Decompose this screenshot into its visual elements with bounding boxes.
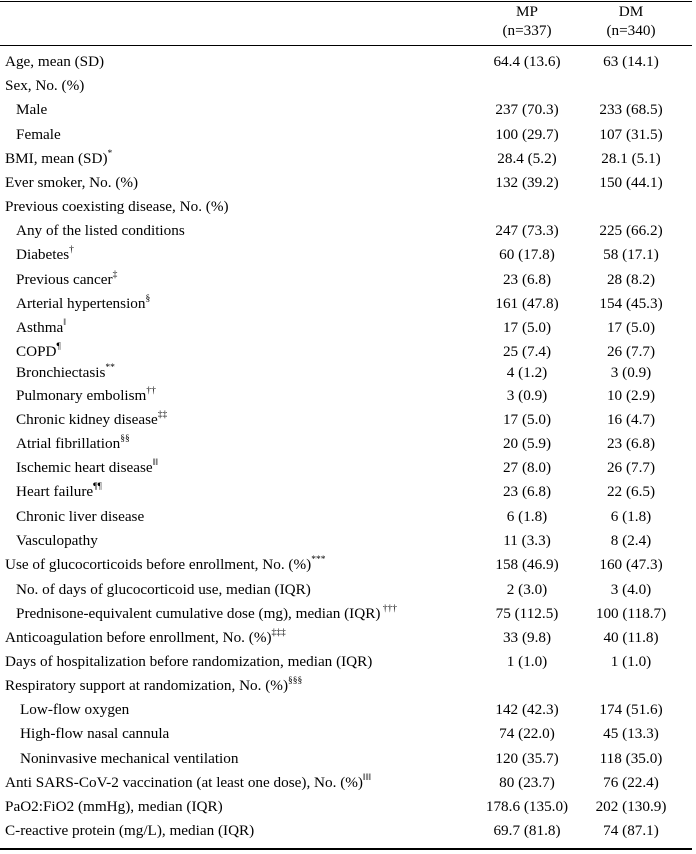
table-row <box>0 125 692 149</box>
cell-mp: 75 (112.5) <box>495 605 559 622</box>
cell-dm: 1 (1.0) <box>610 653 652 670</box>
footnote-marker: ** <box>105 362 115 373</box>
table-row <box>0 821 692 845</box>
cell-dm: 100 (118.7) <box>595 605 667 622</box>
row-label <box>5 555 325 574</box>
cell-mp: 28.4 (5.2) <box>497 150 557 167</box>
row-label-text: Previous coexisting disease, No. (%) <box>5 198 229 215</box>
table-row <box>0 245 692 269</box>
row-label <box>5 173 138 192</box>
cell-mp: 17 (5.0) <box>502 411 552 428</box>
column-header-mp-n: (n=337) <box>502 22 552 39</box>
row-label <box>16 270 117 289</box>
table-row <box>0 270 692 294</box>
row-label-text: Ischemic heart disease <box>16 459 153 476</box>
cell-mp: 69.7 (81.8) <box>493 822 561 839</box>
column-header-dm <box>576 2 686 40</box>
row-label <box>16 342 61 361</box>
row-label <box>5 149 112 168</box>
cell-mp: 27 (8.0) <box>502 459 552 476</box>
row-label <box>5 821 254 840</box>
cell-mp: 20 (5.9) <box>502 435 552 452</box>
row-label-text: Low-flow oxygen <box>20 701 130 718</box>
row-label-text: COPD <box>16 343 57 360</box>
cell-dm: 17 (5.0) <box>606 319 656 336</box>
row-label-text: Pulmonary embolism <box>16 387 147 404</box>
cell-dm: 233 (68.5) <box>599 101 663 118</box>
row-label-text: Diabetes <box>16 246 70 263</box>
footnote-marker: ‡‡ <box>157 409 168 420</box>
cell-dm: 160 (47.3) <box>599 556 663 573</box>
cell-mp: 80 (23.7) <box>499 774 555 791</box>
cell-mp: 161 (47.8) <box>495 295 559 312</box>
cell-dm: 28 (8.2) <box>606 271 656 288</box>
row-label <box>16 125 61 144</box>
table-row <box>0 652 692 676</box>
row-label-text: Prednisone-equivalent cumulative dose (mg), median (IQR) <box>16 605 381 622</box>
row-label <box>16 245 74 264</box>
table-row <box>0 482 692 506</box>
footnote-marker: § <box>145 293 151 304</box>
table-row <box>0 52 692 76</box>
row-label-text: Any of the listed conditions <box>16 222 185 239</box>
column-header-dm-n: (n=340) <box>606 22 656 39</box>
row-label <box>16 458 158 477</box>
row-label-text: Days of hospitalization before randomization, median (IQR) <box>5 653 373 670</box>
row-label-text: C-reactive protein (mg/L), median (IQR) <box>5 822 255 839</box>
cell-dm: 174 (51.6) <box>599 701 663 718</box>
cell-mp: 100 (29.7) <box>495 126 559 143</box>
footnote-marker: §§ <box>120 433 130 444</box>
row-label <box>16 604 397 623</box>
table-row <box>0 555 692 579</box>
footnote-marker: ‖ <box>63 317 66 328</box>
cell-dm: 107 (31.5) <box>599 126 663 143</box>
cell-dm: 202 (130.9) <box>595 798 667 815</box>
cell-dm: 23 (6.8) <box>606 435 656 452</box>
cell-mp: 132 (39.2) <box>495 174 559 191</box>
table-row <box>0 531 692 555</box>
row-label-text: No. of days of glucocorticoid use, median (IQR) <box>16 581 311 598</box>
row-label <box>16 434 130 453</box>
row-label-text: Respiratory support at randomization, No. (%) <box>5 677 289 694</box>
row-label-text: Age, mean (SD) <box>5 53 105 70</box>
row-label <box>16 100 47 119</box>
footnote-marker: ‖‖‖ <box>362 772 371 783</box>
table-row <box>0 363 692 387</box>
cell-dm: 154 (45.3) <box>599 295 663 312</box>
column-header-mp <box>472 2 582 40</box>
column-header-mp-name: MP <box>516 3 538 20</box>
cell-dm: 8 (2.4) <box>610 532 652 549</box>
table-row <box>0 173 692 197</box>
row-label <box>16 221 185 240</box>
table-row <box>0 221 692 245</box>
table-row <box>0 773 692 797</box>
cell-dm: 28.1 (5.1) <box>601 150 661 167</box>
row-label-text: Atrial fibrillation <box>16 435 121 452</box>
cell-dm: 225 (66.2) <box>599 222 663 239</box>
row-label-text: Ever smoker, No. (%) <box>5 174 139 191</box>
table-row <box>0 507 692 531</box>
table-row <box>0 724 692 748</box>
table-row <box>0 700 692 724</box>
row-label <box>5 773 371 792</box>
footnote-marker: ‖‖ <box>152 457 158 468</box>
cell-dm: 6 (1.8) <box>610 508 652 525</box>
cell-dm: 150 (44.1) <box>599 174 663 191</box>
row-label <box>16 531 98 550</box>
cell-dm: 10 (2.9) <box>606 387 656 404</box>
row-label-text: Arterial hypertension <box>16 295 146 312</box>
cell-dm: 45 (13.3) <box>603 725 659 742</box>
cell-mp: 11 (3.3) <box>503 532 551 549</box>
row-label <box>16 482 102 501</box>
table-row <box>0 197 692 221</box>
table-bottom-rule <box>0 848 692 850</box>
footnote-marker: †† <box>146 385 156 396</box>
cell-mp: 247 (73.3) <box>495 222 559 239</box>
row-label <box>16 386 156 405</box>
row-label-text: Bronchiectasis <box>16 364 106 381</box>
row-label <box>16 294 150 313</box>
row-label-text: Heart failure <box>16 483 94 500</box>
cell-dm: 3 (0.9) <box>610 364 652 381</box>
row-label-text: PaO2:FiO2 (mmHg), median (IQR) <box>5 798 223 815</box>
table-row <box>0 797 692 821</box>
footnote-marker: ‡ <box>112 269 118 280</box>
cell-dm: 63 (14.1) <box>603 53 659 70</box>
cell-dm: 26 (7.7) <box>606 343 656 360</box>
footnote-marker: ¶¶ <box>93 481 102 492</box>
row-label <box>5 52 104 71</box>
table-row <box>0 294 692 318</box>
cell-mp: 3 (0.9) <box>506 387 548 404</box>
cell-mp: 158 (46.9) <box>495 556 559 573</box>
cell-dm: 118 (35.0) <box>599 750 663 767</box>
cell-mp: 23 (6.8) <box>502 271 552 288</box>
row-label-text: Chronic kidney disease <box>16 411 158 428</box>
table-row <box>0 628 692 652</box>
footnote-marker: *** <box>311 554 326 565</box>
row-label <box>16 580 311 599</box>
row-label <box>5 652 372 671</box>
row-label <box>5 628 286 647</box>
footnote-marker: ††† <box>380 603 398 614</box>
row-label <box>16 410 167 429</box>
row-label-text: Noninvasive mechanical ventilation <box>20 750 239 767</box>
cell-dm: 40 (11.8) <box>603 629 659 646</box>
cell-mp: 33 (9.8) <box>502 629 552 646</box>
table-row <box>0 149 692 173</box>
cell-mp: 1 (1.0) <box>506 653 548 670</box>
row-label <box>16 363 115 382</box>
cell-mp: 60 (17.8) <box>499 246 555 263</box>
footnote-marker: * <box>107 148 113 159</box>
cell-mp: 25 (7.4) <box>502 343 552 360</box>
cell-mp: 237 (70.3) <box>495 101 559 118</box>
row-label-text: Vasculopathy <box>16 532 98 549</box>
row-label-text: Previous cancer <box>16 271 113 288</box>
row-label <box>16 507 144 526</box>
cell-dm: 26 (7.7) <box>606 459 656 476</box>
row-label-text: Female <box>16 126 61 143</box>
header-rule <box>0 45 692 46</box>
cell-dm: 3 (4.0) <box>610 581 652 598</box>
cell-dm: 76 (22.4) <box>603 774 659 791</box>
cell-dm: 16 (4.7) <box>606 411 656 428</box>
table-row <box>0 676 692 700</box>
table-row <box>0 458 692 482</box>
row-label-text: Chronic liver disease <box>16 508 145 525</box>
cell-mp: 74 (22.0) <box>499 725 555 742</box>
cell-dm: 22 (6.5) <box>606 483 656 500</box>
cell-mp: 6 (1.8) <box>506 508 548 525</box>
cell-mp: 2 (3.0) <box>506 581 548 598</box>
row-label <box>20 724 169 743</box>
cell-mp: 23 (6.8) <box>502 483 552 500</box>
cell-mp: 17 (5.0) <box>502 319 552 336</box>
footnote-marker: §§§ <box>288 675 303 686</box>
row-label <box>5 797 223 816</box>
row-label-text: Anti SARS-CoV-2 vaccination (at least one dose), No. (%) <box>5 774 363 791</box>
table-row <box>0 76 692 100</box>
table-row <box>0 580 692 604</box>
row-label-text: Male <box>16 101 48 118</box>
row-label-text: High-flow nasal cannula <box>20 725 170 742</box>
cell-mp: 178.6 (135.0) <box>485 798 569 815</box>
row-label-text: BMI, mean (SD) <box>5 150 108 167</box>
table-row <box>0 749 692 773</box>
row-label-text: Anticoagulation before enrollment, No. (%) <box>5 629 272 646</box>
row-label-text: Use of glucocorticoids before enrollment, No. (%) <box>5 556 312 573</box>
row-label <box>20 700 129 719</box>
table-row <box>0 318 692 342</box>
cell-mp: 64.4 (13.6) <box>493 53 561 70</box>
row-label-text: Sex, No. (%) <box>5 77 85 94</box>
cell-dm: 58 (17.1) <box>603 246 659 263</box>
cell-mp: 142 (42.3) <box>495 701 559 718</box>
table-row <box>0 434 692 458</box>
cell-mp: 4 (1.2) <box>506 364 548 381</box>
footnote-marker: † <box>69 244 74 255</box>
row-label <box>5 676 302 695</box>
row-label <box>20 749 238 768</box>
row-label <box>5 197 229 216</box>
row-label-text: Asthma <box>16 319 64 336</box>
table-row <box>0 410 692 434</box>
row-label <box>16 318 66 337</box>
table-row <box>0 604 692 628</box>
cell-dm: 74 (87.1) <box>603 822 659 839</box>
cell-mp: 120 (35.7) <box>495 750 559 767</box>
footnote-marker: ¶ <box>56 341 61 352</box>
table-row <box>0 386 692 410</box>
table-row <box>0 100 692 124</box>
column-header-dm-name: DM <box>618 3 644 20</box>
footnote-marker: ‡‡‡ <box>271 627 286 638</box>
row-label <box>5 76 84 95</box>
